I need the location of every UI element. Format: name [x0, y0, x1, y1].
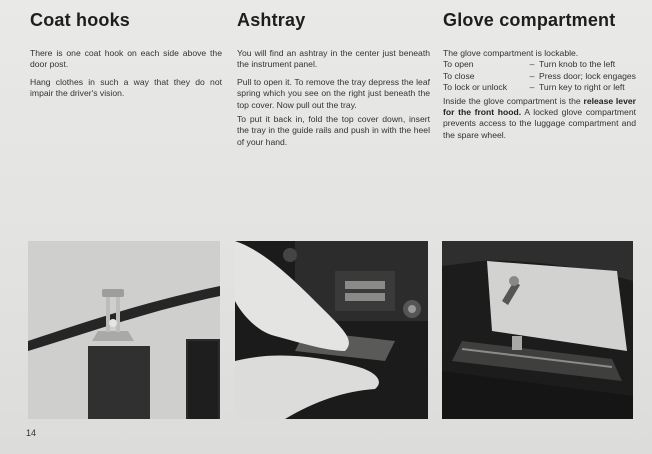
- ashtray-paragraph-3: To put it back in, fold the top cover down, insert the tray in the guide rails and push in with the heel of your hand.: [237, 114, 430, 147]
- glove-row-dash: –: [529, 59, 535, 70]
- glove-paragraph-pre: Inside the glove compartment is the: [443, 95, 581, 106]
- glove-compartment-title: Glove compartment: [443, 10, 616, 30]
- coat-hooks-section: [30, 10, 222, 100]
- glove-intro: The glove compartment is lockable.: [443, 48, 579, 58]
- coat-hooks-paragraph-1: There is one coat hook on each side above the door post.: [30, 48, 222, 70]
- glove-row-action: Turn key to right or left: [539, 82, 625, 93]
- glove-row-dash: –: [529, 70, 535, 81]
- glove-row-action: Press door; lock engages: [539, 70, 636, 81]
- glove-row-action: Turn knob to the left: [539, 59, 616, 70]
- ashtray-photo: [235, 241, 428, 419]
- coat-hook-photo: [28, 241, 220, 419]
- glove-compartment-photo: [442, 241, 633, 419]
- glove-paragraph-post: A locked glove compartment prevents access to the luggage compartment and the spare wheel.: [443, 107, 636, 140]
- glove-row-label: To open: [443, 59, 474, 70]
- glove-row-close: [443, 71, 636, 82]
- release-lever-bold: release lever for the front hood.: [443, 95, 636, 118]
- page-number: 14: [26, 428, 37, 438]
- coat-hooks-title: Coat hooks: [30, 10, 131, 30]
- ashtray-paragraph-1: You will find an ashtray in the center just beneath the instrument panel.: [237, 48, 430, 70]
- glove-row-lock: [443, 82, 636, 93]
- glove-row-label: To close: [443, 70, 475, 81]
- glove-paragraph: [443, 96, 636, 142]
- ashtray-title: Ashtray: [237, 10, 306, 30]
- ashtray-paragraph-2: Pull to open it. To remove the tray depress the leaf spring which you see on the right just beneath the top cover. Now pull out the tray.: [237, 76, 430, 110]
- glove-compartment-section: [443, 10, 636, 141]
- glove-row-open: [443, 59, 636, 70]
- glove-row-dash: –: [529, 82, 535, 93]
- glove-row-label: To lock or unlock: [443, 82, 508, 93]
- coat-hooks-paragraph-2: Hang clothes in such a way that they do not impair the driver's vision.: [30, 76, 222, 99]
- ashtray-section: [237, 10, 430, 148]
